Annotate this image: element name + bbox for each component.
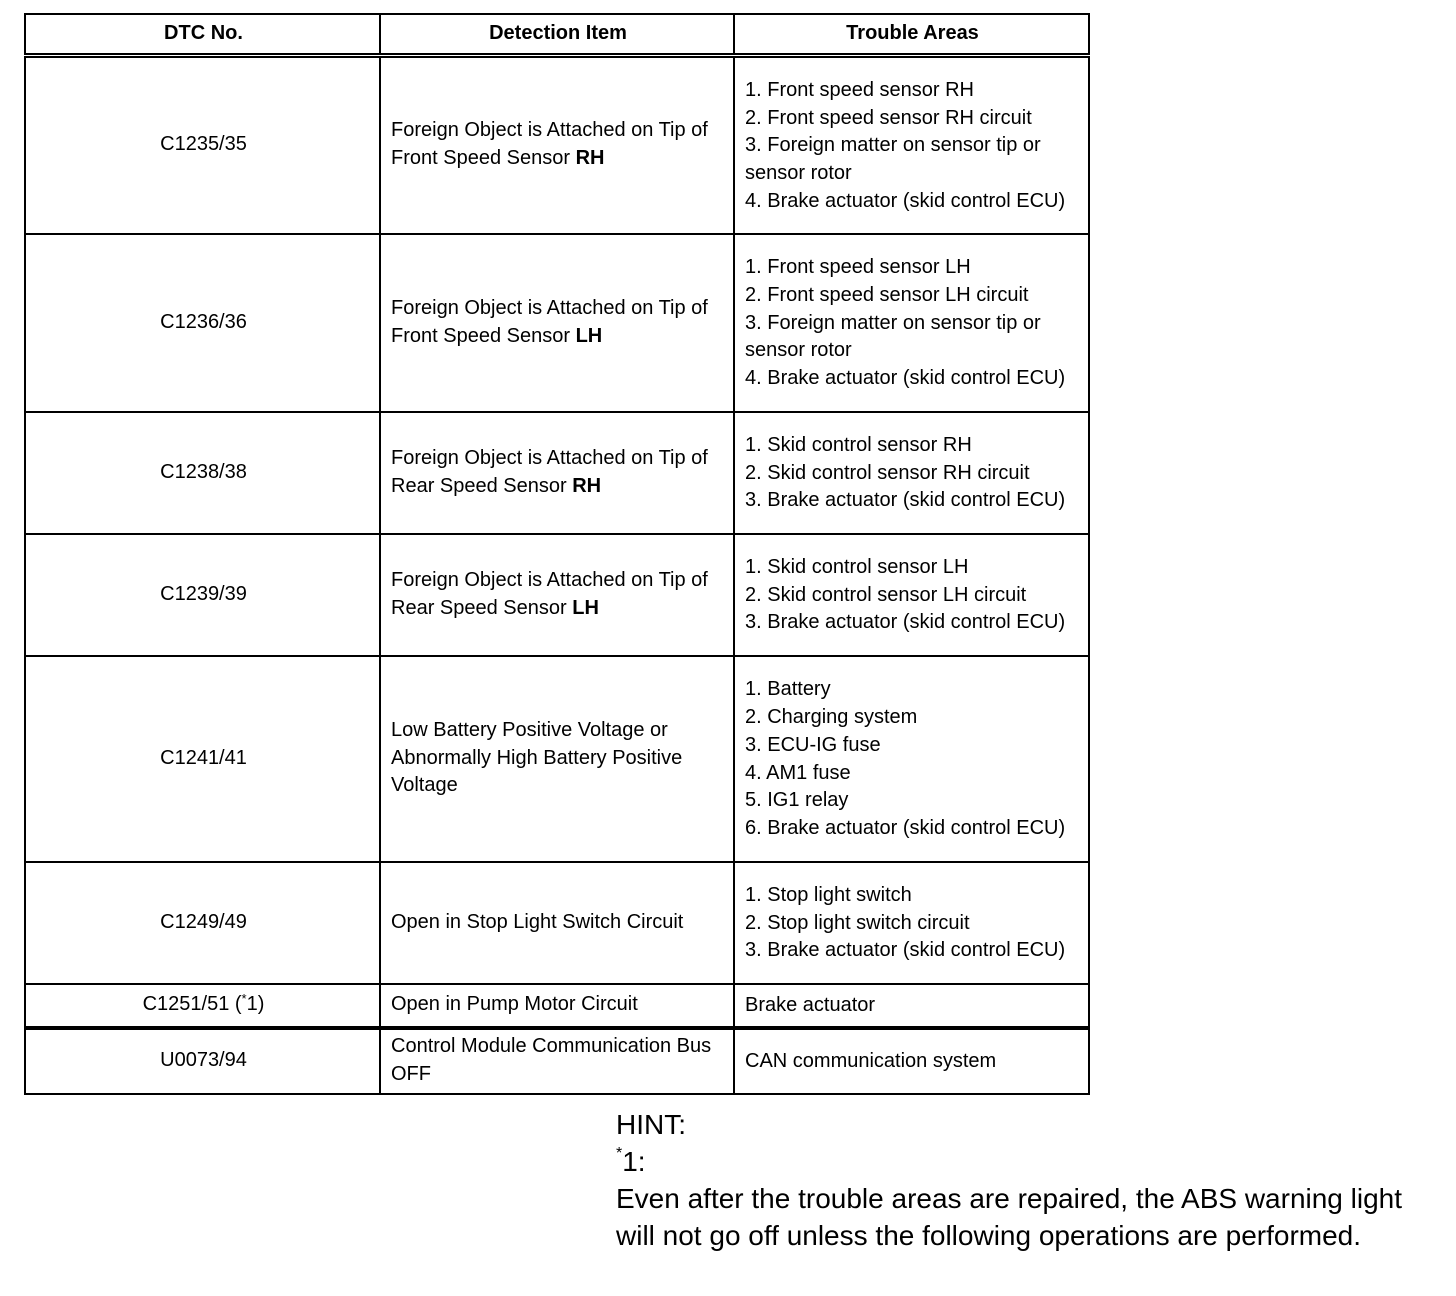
detection-item: Foreign Object is Attached on Tip of Front Speed Sensor LH: [380, 234, 734, 412]
detection-item: Foreign Object is Attached on Tip of Front Speed Sensor RH: [380, 56, 734, 234]
trouble-area-item: 1. Front speed sensor RH: [745, 78, 974, 101]
trouble-areas: [734, 56, 1089, 234]
trouble-areas: [734, 534, 1089, 656]
detection-item: Foreign Object is Attached on Tip of Rear Speed Sensor RH: [380, 412, 734, 534]
dtc-code: C1251/51 (*1): [25, 984, 380, 1028]
table-row: [25, 56, 1089, 234]
table-row: [25, 534, 1089, 656]
trouble-area-item: 5. IG1 relay: [745, 789, 849, 812]
trouble-area-item: 2. Skid control sensor RH circuit: [745, 461, 1030, 484]
hint-note: [616, 1106, 1436, 1254]
table-header-row: [25, 14, 1089, 56]
dtc-code: C1235/35: [25, 56, 380, 234]
detection-item: Control Module Communication Bus OFF: [380, 1028, 734, 1094]
trouble-areas: [734, 234, 1089, 412]
trouble-area-item: 2. Skid control sensor LH circuit: [745, 583, 1027, 606]
header-trouble-areas: Trouble Areas: [734, 14, 1089, 56]
trouble-area-item: 2. Front speed sensor RH circuit: [745, 106, 1032, 129]
header-detection-item: Detection Item: [380, 14, 734, 56]
detection-item: Low Battery Positive Voltage or Abnormally High Battery Positive Voltage: [380, 656, 734, 862]
table-row: [25, 984, 1089, 1028]
trouble-area-item: 1. Battery: [745, 678, 831, 701]
trouble-area-item: 2. Charging system: [745, 705, 918, 728]
footnote-star: *: [241, 991, 247, 1007]
dtc-code: C1249/49: [25, 862, 380, 984]
trouble-areas: [734, 412, 1089, 534]
table-row: [25, 234, 1089, 412]
hint-title: HINT:: [616, 1109, 686, 1140]
table-row: [25, 412, 1089, 534]
trouble-area-item: CAN communication system: [745, 1050, 997, 1073]
trouble-area-item: 4. Brake actuator (skid control ECU): [745, 189, 1066, 212]
dtc-code: U0073/94: [25, 1028, 380, 1094]
dtc-code: C1239/39: [25, 534, 380, 656]
trouble-area-item: 4. AM1 fuse: [745, 761, 851, 784]
dtc-code: C1241/41: [25, 656, 380, 862]
table-row: [25, 656, 1089, 862]
trouble-area-item: 4. Brake actuator (skid control ECU): [745, 367, 1066, 390]
trouble-areas: [734, 862, 1089, 984]
detection-item: Open in Pump Motor Circuit: [380, 984, 734, 1028]
trouble-area-item: 3. Foreign matter on sensor tip or sensor rotor: [745, 311, 1041, 362]
dtc-code: C1236/36: [25, 234, 380, 412]
hint-footnote-label: *1:: [616, 1145, 646, 1177]
trouble-area-item: 2. Stop light switch circuit: [745, 911, 970, 934]
dtc-code: C1238/38: [25, 412, 380, 534]
trouble-area-item: Brake actuator: [745, 994, 876, 1017]
trouble-areas: [734, 984, 1089, 1028]
footnote-star: *: [616, 1145, 623, 1162]
trouble-area-item: 3. Brake actuator (skid control ECU): [745, 489, 1066, 512]
dtc-table: [24, 13, 1090, 1095]
trouble-areas: [734, 1028, 1089, 1094]
hint-text: Even after the trouble areas are repaired, the ABS warning light will not go off unless the following operations are performed.: [616, 1183, 1403, 1251]
detection-item: Open in Stop Light Switch Circuit: [380, 862, 734, 984]
trouble-area-item: 3. Brake actuator (skid control ECU): [745, 939, 1066, 962]
trouble-area-item: 3. Foreign matter on sensor tip or sensor rotor: [745, 134, 1041, 185]
trouble-area-item: 3. Brake actuator (skid control ECU): [745, 611, 1066, 634]
trouble-area-item: 1. Skid control sensor RH: [745, 433, 972, 456]
trouble-area-item: 1. Skid control sensor LH: [745, 555, 969, 578]
trouble-area-item: 1. Stop light switch: [745, 883, 912, 906]
table-row: [25, 862, 1089, 984]
detection-item: Foreign Object is Attached on Tip of Rear Speed Sensor LH: [380, 534, 734, 656]
table-row: [25, 1028, 1089, 1094]
trouble-area-item: 3. ECU-IG fuse: [745, 733, 881, 756]
trouble-area-item: 6. Brake actuator (skid control ECU): [745, 817, 1066, 840]
header-dtc-no: DTC No.: [25, 14, 380, 56]
trouble-area-item: 1. Front speed sensor LH: [745, 256, 971, 278]
trouble-areas: [734, 656, 1089, 862]
trouble-area-item: 2. Front speed sensor LH circuit: [745, 283, 1029, 306]
